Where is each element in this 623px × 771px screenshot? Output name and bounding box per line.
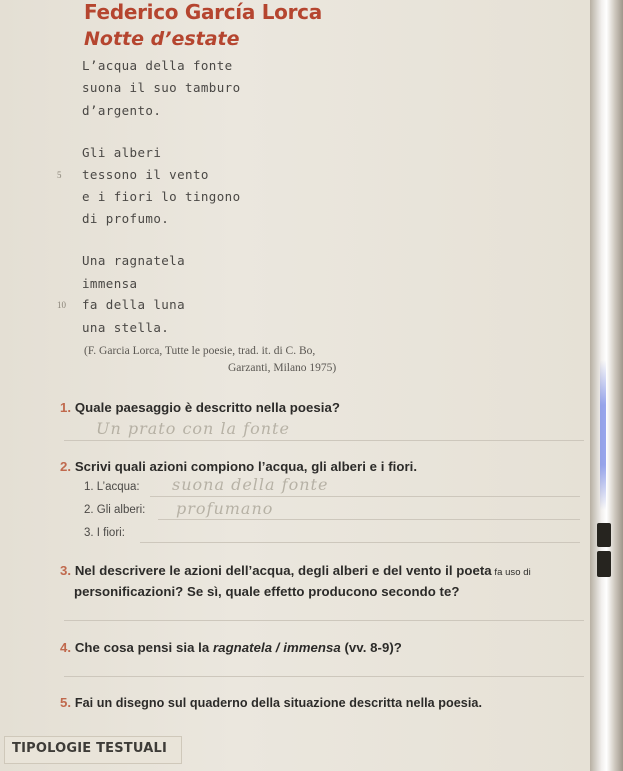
verse-line: Una ragnatela <box>82 253 186 268</box>
source-line: Garzanti, Milano 1975) <box>228 362 337 374</box>
handwritten-answer: profumano <box>176 499 274 518</box>
source-line: (F. Garcia Lorca, Tutte le poesie, trad. it. di C. Bo, <box>84 345 316 357</box>
verse-line: di profumo. <box>82 211 170 226</box>
verse-line: suona il suo tamburo <box>82 80 241 95</box>
verse-line: fa della luna <box>82 297 186 312</box>
answer-label: 1. L’acqua: <box>84 481 140 493</box>
answer-line <box>64 440 584 441</box>
answer-line <box>158 519 580 520</box>
question-text-em: ragnatela / immensa <box>213 640 341 655</box>
handwritten-answer: Un prato con la fonte <box>96 419 290 438</box>
verse-line: L’acqua della fonte <box>82 58 233 73</box>
question-number: 4. <box>60 640 72 655</box>
answer-line <box>140 542 580 543</box>
question-number: 3. <box>60 563 72 578</box>
question-text: Quale paesaggio è descritto nella poesia? <box>74 400 340 415</box>
verse-line: Gli alberi <box>82 145 162 160</box>
question-4 <box>60 640 402 655</box>
author-name: Federico García Lorca <box>84 0 322 24</box>
question-text: Che cosa pensi sia la <box>74 640 213 655</box>
question-number: 2. <box>60 459 72 474</box>
handwritten-answer: suona della fonte <box>172 475 329 494</box>
question-text-small: fa uso di <box>491 567 531 578</box>
question-number: 5. <box>60 695 72 710</box>
edge-reflection <box>600 360 606 510</box>
poem-title: Notte d’estate <box>84 28 240 50</box>
answer-line <box>150 496 580 497</box>
question-text: (vv. 8-9)? <box>340 640 402 655</box>
question-3-cont: personificazioni? Se sì, quale effetto producono secondo te? <box>74 584 460 599</box>
page-edge <box>590 0 623 771</box>
section-footer: TIPOLOGIE TESTUALI <box>12 741 167 756</box>
question-number: 1. <box>60 400 72 415</box>
answer-label: 2. Gli alberi: <box>84 504 146 516</box>
verse-line: e i fiori lo tingono <box>82 189 241 204</box>
edge-marker <box>597 551 611 577</box>
line-number: 5 <box>57 170 62 180</box>
verse-line: immensa <box>82 276 138 291</box>
verse-line: d’argento. <box>82 103 162 118</box>
question-2 <box>60 459 417 474</box>
answer-line <box>64 676 584 677</box>
answer-label: 3. I fiori: <box>84 527 125 539</box>
question-3 <box>60 563 531 578</box>
question-text: Fai un disegno sul quaderno della situazione descritta nella poesia. <box>74 696 483 710</box>
line-number: 10 <box>57 300 66 310</box>
answer-line <box>64 620 584 621</box>
question-1 <box>60 400 340 415</box>
verse-line: tessono il vento <box>82 167 209 182</box>
question-5 <box>60 695 482 710</box>
question-text: Scrivi quali azioni compiono l’acqua, gli alberi e i fiori. <box>74 459 418 474</box>
edge-marker <box>597 523 611 547</box>
verse-line: una stella. <box>82 320 170 335</box>
question-text: Nel descrivere le azioni dell’acqua, degli alberi e del vento il poeta <box>74 563 492 578</box>
